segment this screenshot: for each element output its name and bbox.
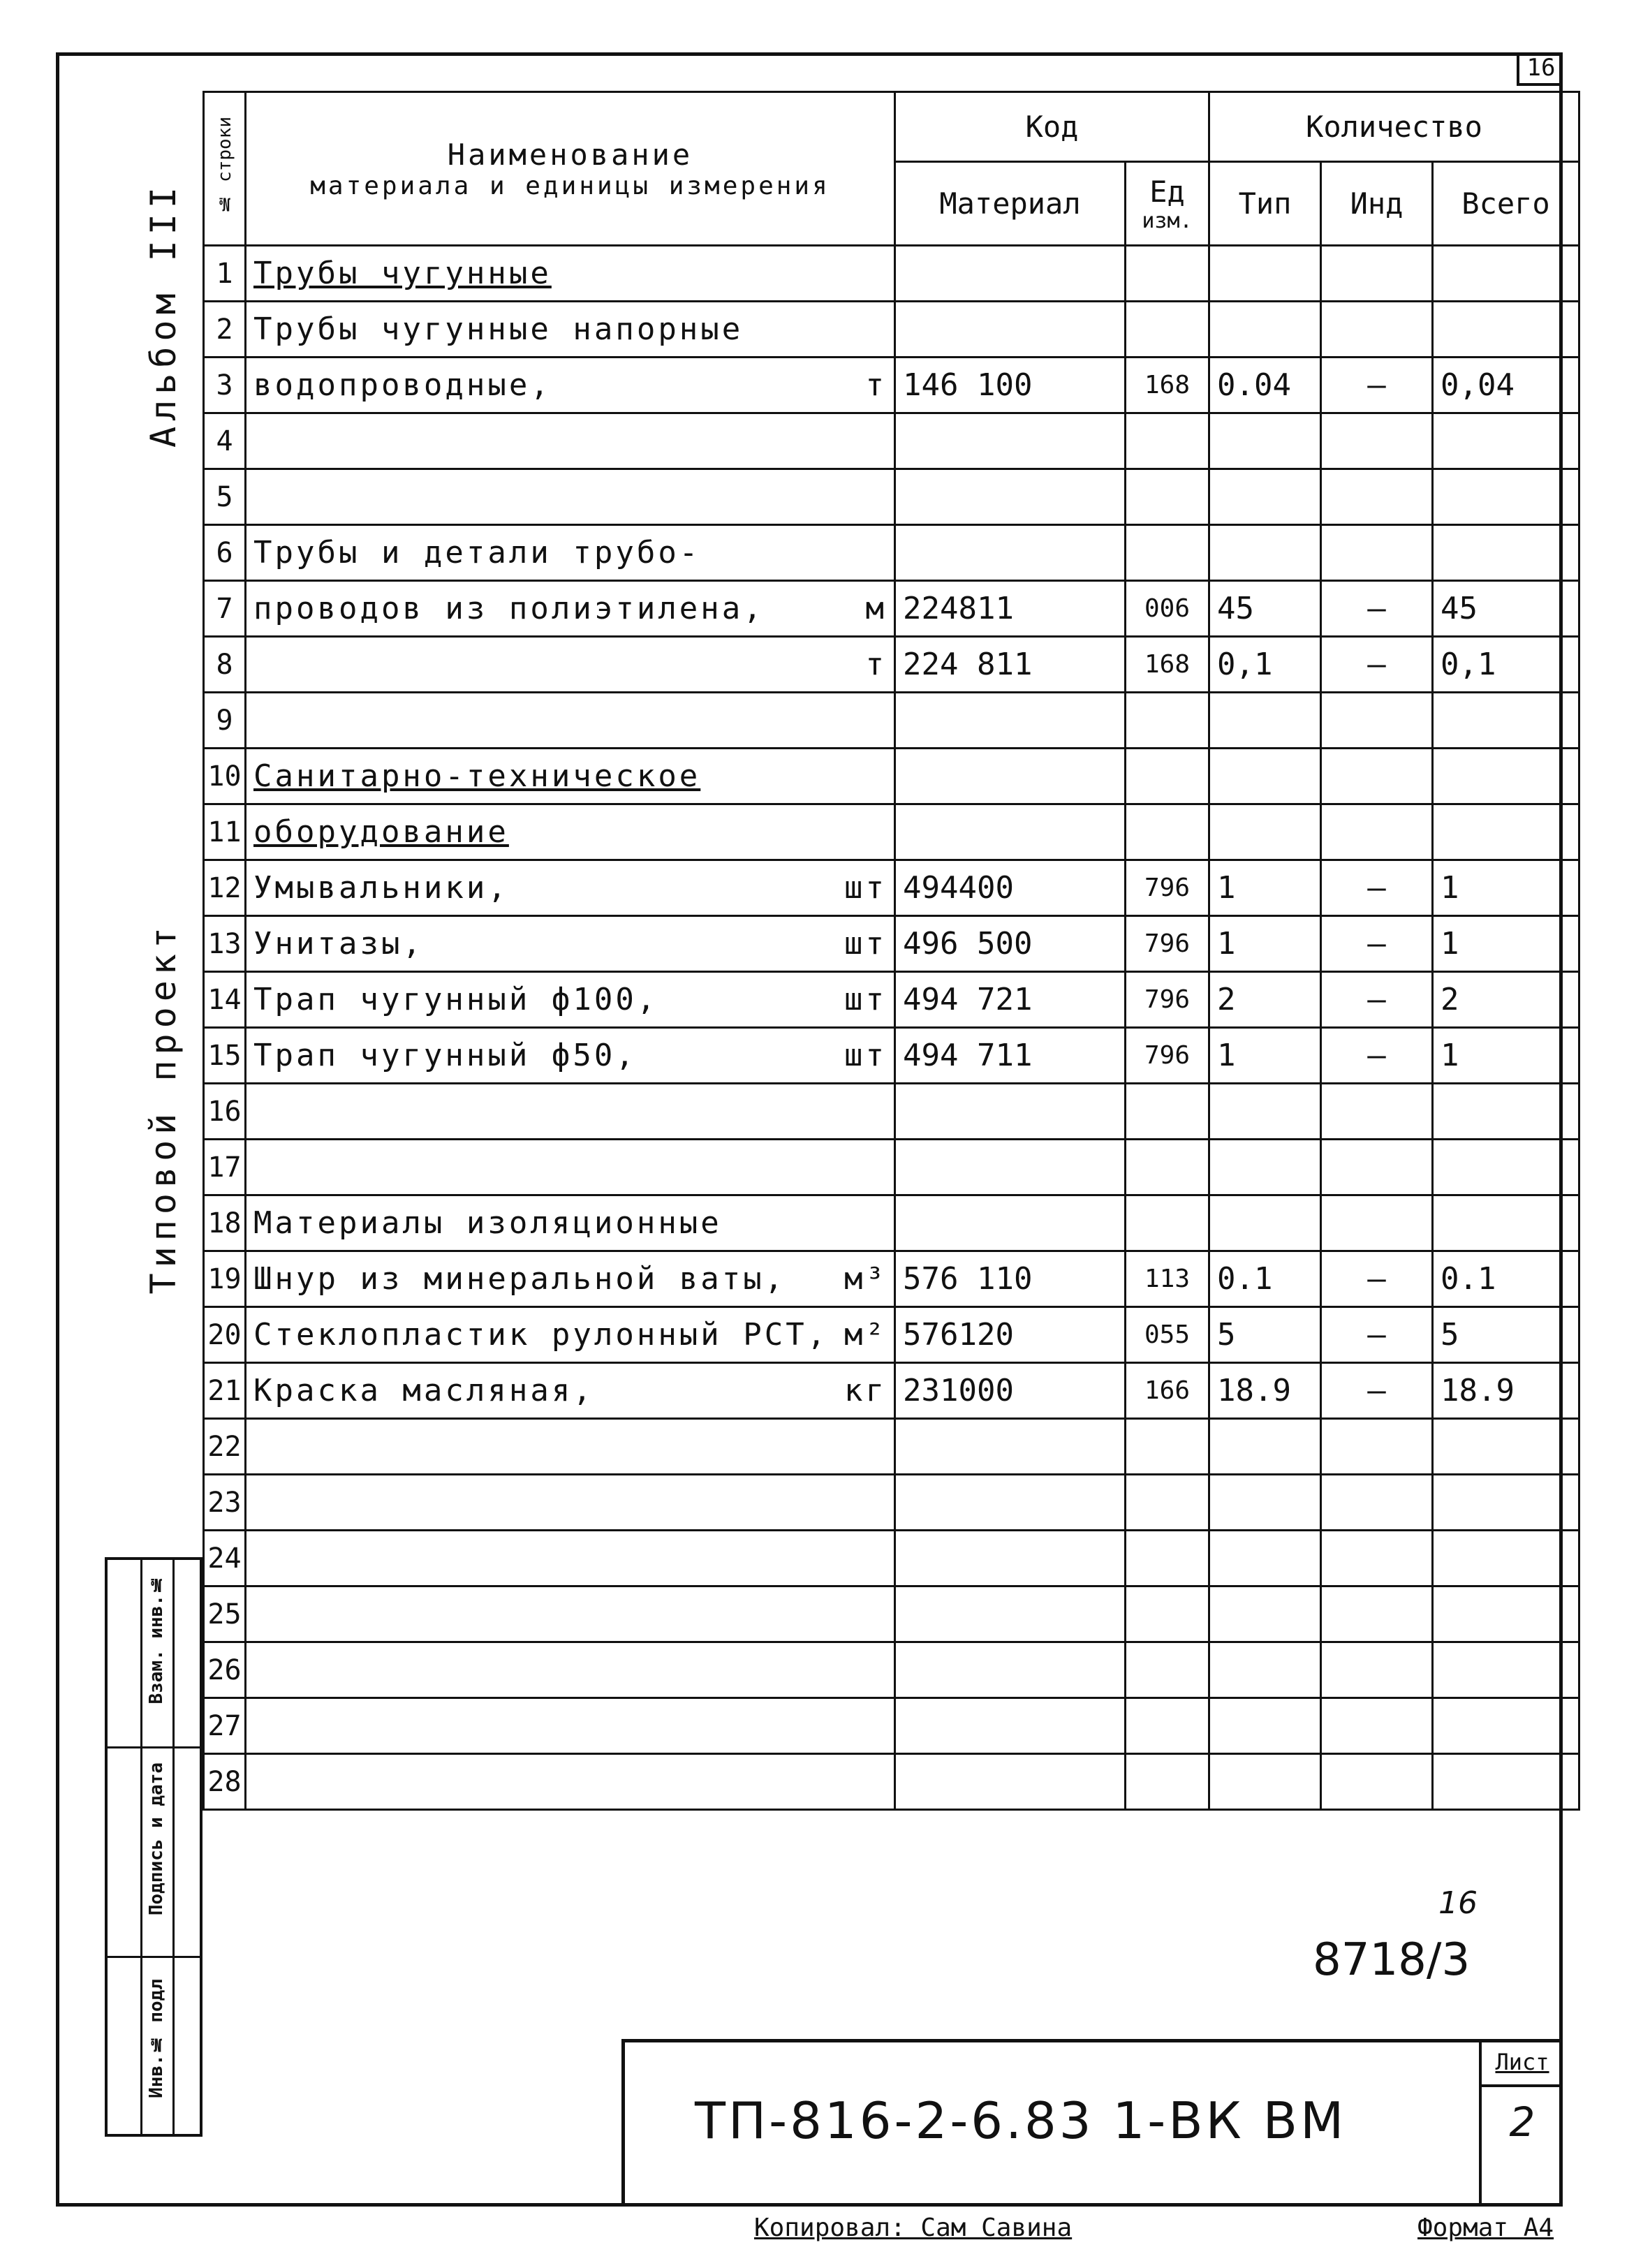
row-name bbox=[246, 1754, 895, 1810]
row-name-text: Трубы и детали трубо- bbox=[253, 535, 701, 570]
row-unit-code bbox=[1126, 749, 1209, 804]
row-qty-ind bbox=[1321, 749, 1433, 804]
table-row bbox=[204, 302, 1579, 358]
table-row bbox=[204, 916, 1579, 972]
row-qty-typ: 1 bbox=[1209, 916, 1321, 972]
row-number: 24 bbox=[204, 1531, 246, 1586]
row-name bbox=[246, 1195, 895, 1251]
row-qty-total bbox=[1433, 1140, 1579, 1195]
row-qty-typ: 0.04 bbox=[1209, 358, 1321, 413]
row-unit-code bbox=[1126, 1531, 1209, 1586]
row-name-text: Стеклопластик рулонный РСТ, bbox=[253, 1317, 829, 1353]
row-number: 28 bbox=[204, 1754, 246, 1810]
row-material-code: 576120 bbox=[895, 1307, 1126, 1363]
row-number: 8 bbox=[204, 637, 246, 693]
header-ind: Инд bbox=[1321, 162, 1433, 246]
row-name bbox=[246, 413, 895, 469]
row-qty-typ: 1 bbox=[1209, 1028, 1321, 1084]
row-qty-typ: 45 bbox=[1209, 581, 1321, 637]
row-material-code bbox=[895, 1419, 1126, 1475]
row-name bbox=[246, 302, 895, 358]
row-qty-total: 0,04 bbox=[1433, 358, 1579, 413]
stamp-label-signature-date: Подпись и дата bbox=[146, 1762, 167, 1916]
table-row bbox=[204, 1140, 1579, 1195]
row-qty-ind bbox=[1321, 246, 1433, 302]
row-unit-code: 006 bbox=[1126, 581, 1209, 637]
row-qty-typ bbox=[1209, 1586, 1321, 1642]
row-qty-total bbox=[1433, 693, 1579, 749]
row-qty-total: 1 bbox=[1433, 860, 1579, 916]
row-unit-code bbox=[1126, 1419, 1209, 1475]
row-qty-ind bbox=[1321, 1531, 1433, 1586]
row-material-code: 494 721 bbox=[895, 972, 1126, 1028]
row-name-text: Краска масляная, bbox=[253, 1373, 594, 1408]
table-row bbox=[204, 1195, 1579, 1251]
table-row bbox=[204, 581, 1579, 637]
row-unit-code bbox=[1126, 469, 1209, 525]
row-qty-ind bbox=[1321, 1754, 1433, 1810]
row-name-text: Трап чугунный ф100, bbox=[253, 982, 658, 1017]
sheet-number: 2 bbox=[1509, 2098, 1535, 2146]
row-qty-total: 45 bbox=[1433, 581, 1579, 637]
row-qty-typ bbox=[1209, 693, 1321, 749]
row-unit-code: 113 bbox=[1126, 1251, 1209, 1307]
row-unit-code bbox=[1126, 1084, 1209, 1140]
row-number: 13 bbox=[204, 916, 246, 972]
row-unit-code bbox=[1126, 525, 1209, 581]
row-qty-total bbox=[1433, 804, 1579, 860]
row-qty-ind bbox=[1321, 1195, 1433, 1251]
table-row bbox=[204, 749, 1579, 804]
row-material-code bbox=[895, 1195, 1126, 1251]
row-qty-total bbox=[1433, 246, 1579, 302]
row-name-text: Трап чугунный ф50, bbox=[253, 1038, 637, 1073]
row-material-code: 494400 bbox=[895, 860, 1126, 916]
table-row bbox=[204, 413, 1579, 469]
row-qty-ind bbox=[1321, 1475, 1433, 1531]
row-material-code bbox=[895, 1754, 1126, 1810]
row-material-code bbox=[895, 1586, 1126, 1642]
row-qty-ind bbox=[1321, 1642, 1433, 1698]
row-number: 12 bbox=[204, 860, 246, 916]
row-qty-total bbox=[1433, 1642, 1579, 1698]
row-material-code bbox=[895, 1475, 1126, 1531]
table-row bbox=[204, 525, 1579, 581]
row-number: 17 bbox=[204, 1140, 246, 1195]
table-row bbox=[204, 1586, 1579, 1642]
row-qty-typ: 5 bbox=[1209, 1307, 1321, 1363]
row-material-code bbox=[895, 749, 1126, 804]
row-unit-code: 796 bbox=[1126, 916, 1209, 972]
table-row bbox=[204, 1475, 1579, 1531]
table-row bbox=[204, 1363, 1579, 1419]
row-qty-typ: 18.9 bbox=[1209, 1363, 1321, 1419]
row-name bbox=[246, 749, 895, 804]
row-qty-typ bbox=[1209, 1195, 1321, 1251]
row-material-code: 146 100 bbox=[895, 358, 1126, 413]
specification-table bbox=[202, 91, 1580, 1811]
row-unit: м³ bbox=[844, 1261, 887, 1297]
row-qty-ind: — bbox=[1321, 1028, 1433, 1084]
row-number: 14 bbox=[204, 972, 246, 1028]
document-code: ТП-816-2-6.83 1-ВК ВМ bbox=[695, 2091, 1347, 2150]
row-unit-code: 796 bbox=[1126, 860, 1209, 916]
row-material-code bbox=[895, 1140, 1126, 1195]
row-qty-total bbox=[1433, 525, 1579, 581]
row-material-code bbox=[895, 413, 1126, 469]
header-unit: Ед изм. bbox=[1126, 162, 1209, 246]
row-name bbox=[246, 1140, 895, 1195]
row-name-text: Умывальники, bbox=[253, 870, 509, 906]
row-qty-typ bbox=[1209, 1754, 1321, 1810]
row-unit-code: 168 bbox=[1126, 358, 1209, 413]
row-name bbox=[246, 693, 895, 749]
row-unit: шт bbox=[844, 1038, 887, 1073]
header-code: Код bbox=[895, 92, 1209, 162]
archive-number: 8718/3 bbox=[1313, 1934, 1471, 1986]
row-qty-typ bbox=[1209, 1475, 1321, 1531]
row-qty-ind bbox=[1321, 1084, 1433, 1140]
row-number: 23 bbox=[204, 1475, 246, 1531]
row-name-text: оборудование bbox=[253, 814, 509, 850]
header-material: Материал bbox=[895, 162, 1126, 246]
row-material-code bbox=[895, 246, 1126, 302]
row-unit-code bbox=[1126, 1698, 1209, 1754]
row-qty-typ bbox=[1209, 246, 1321, 302]
row-name-text: Унитазы, bbox=[253, 926, 424, 962]
row-qty-typ: 2 bbox=[1209, 972, 1321, 1028]
row-qty-ind: — bbox=[1321, 637, 1433, 693]
row-number: 4 bbox=[204, 413, 246, 469]
sheet-label: Лист bbox=[1482, 2042, 1563, 2087]
row-qty-ind bbox=[1321, 1586, 1433, 1642]
row-number: 1 bbox=[204, 246, 246, 302]
row-qty-ind: — bbox=[1321, 860, 1433, 916]
project-label: Типовой проект bbox=[143, 922, 184, 1295]
row-qty-total: 0,1 bbox=[1433, 637, 1579, 693]
row-name bbox=[246, 1028, 895, 1084]
table-row bbox=[204, 972, 1579, 1028]
row-qty-total: 5 bbox=[1433, 1307, 1579, 1363]
row-number: 3 bbox=[204, 358, 246, 413]
row-qty-ind bbox=[1321, 1698, 1433, 1754]
row-qty-total bbox=[1433, 413, 1579, 469]
row-qty-ind bbox=[1321, 1140, 1433, 1195]
row-number: 15 bbox=[204, 1028, 246, 1084]
row-unit-code: 796 bbox=[1126, 972, 1209, 1028]
row-unit-code bbox=[1126, 246, 1209, 302]
row-number: 21 bbox=[204, 1363, 246, 1419]
row-number: 16 bbox=[204, 1084, 246, 1140]
title-stamp bbox=[621, 2039, 1563, 2207]
row-number: 6 bbox=[204, 525, 246, 581]
row-name bbox=[246, 916, 895, 972]
row-material-code: 496 500 bbox=[895, 916, 1126, 972]
row-qty-total bbox=[1433, 1419, 1579, 1475]
row-qty-typ bbox=[1209, 1642, 1321, 1698]
row-unit-code bbox=[1126, 302, 1209, 358]
row-name bbox=[246, 525, 895, 581]
row-qty-total: 0.1 bbox=[1433, 1251, 1579, 1307]
row-name-text: Шнур из минеральной ваты, bbox=[253, 1261, 786, 1297]
row-name bbox=[246, 1475, 895, 1531]
row-name bbox=[246, 637, 895, 693]
row-qty-ind bbox=[1321, 302, 1433, 358]
row-qty-ind: — bbox=[1321, 358, 1433, 413]
row-qty-total: 18.9 bbox=[1433, 1363, 1579, 1419]
row-qty-typ bbox=[1209, 1698, 1321, 1754]
table-row bbox=[204, 1307, 1579, 1363]
row-name bbox=[246, 1251, 895, 1307]
row-material-code bbox=[895, 469, 1126, 525]
row-unit-code bbox=[1126, 413, 1209, 469]
row-material-code bbox=[895, 1531, 1126, 1586]
row-unit: шт bbox=[844, 870, 887, 906]
row-number: 7 bbox=[204, 581, 246, 637]
row-qty-typ bbox=[1209, 1531, 1321, 1586]
sheet-cell bbox=[1479, 2042, 1563, 2207]
corner-sheet-number: 16 bbox=[1517, 52, 1563, 86]
row-qty-typ bbox=[1209, 413, 1321, 469]
row-material-code bbox=[895, 1642, 1126, 1698]
row-name bbox=[246, 972, 895, 1028]
row-name-text: водопроводные, bbox=[253, 367, 552, 403]
row-unit-code bbox=[1126, 1754, 1209, 1810]
album-label: Альбом III bbox=[143, 182, 184, 448]
row-material-code: 224 811 bbox=[895, 637, 1126, 693]
row-name bbox=[246, 1698, 895, 1754]
row-unit-code bbox=[1126, 1475, 1209, 1531]
row-qty-ind: — bbox=[1321, 972, 1433, 1028]
row-qty-total bbox=[1433, 1475, 1579, 1531]
row-qty-ind bbox=[1321, 469, 1433, 525]
row-unit: м bbox=[865, 591, 887, 626]
row-unit: т bbox=[865, 647, 887, 682]
row-unit: шт bbox=[844, 926, 887, 962]
row-qty-total: 2 bbox=[1433, 972, 1579, 1028]
row-qty-typ bbox=[1209, 302, 1321, 358]
table-row bbox=[204, 1531, 1579, 1586]
row-unit-code bbox=[1126, 1195, 1209, 1251]
row-number: 5 bbox=[204, 469, 246, 525]
row-qty-ind: — bbox=[1321, 581, 1433, 637]
row-qty-ind bbox=[1321, 1419, 1433, 1475]
row-unit-code bbox=[1126, 693, 1209, 749]
row-qty-ind bbox=[1321, 525, 1433, 581]
row-qty-total bbox=[1433, 749, 1579, 804]
table-row bbox=[204, 246, 1579, 302]
row-number: 10 bbox=[204, 749, 246, 804]
row-qty-ind bbox=[1321, 693, 1433, 749]
row-name-text: Трубы чугунные напорные bbox=[253, 311, 744, 347]
copied-by: Копировал: Сам Савина bbox=[754, 2214, 1073, 2242]
archive-sub-number: 16 bbox=[1438, 1885, 1478, 1921]
row-qty-total: 1 bbox=[1433, 916, 1579, 972]
row-qty-typ: 0,1 bbox=[1209, 637, 1321, 693]
row-name bbox=[246, 1419, 895, 1475]
row-qty-typ bbox=[1209, 469, 1321, 525]
row-name bbox=[246, 469, 895, 525]
table-row bbox=[204, 1028, 1579, 1084]
row-material-code bbox=[895, 525, 1126, 581]
row-material-code: 231000 bbox=[895, 1363, 1126, 1419]
row-name bbox=[246, 804, 895, 860]
header-total: Всего bbox=[1433, 162, 1579, 246]
row-qty-total bbox=[1433, 1084, 1579, 1140]
row-qty-typ bbox=[1209, 1084, 1321, 1140]
row-material-code bbox=[895, 693, 1126, 749]
row-material-code: 576 110 bbox=[895, 1251, 1126, 1307]
row-number: 27 bbox=[204, 1698, 246, 1754]
row-qty-typ: 0.1 bbox=[1209, 1251, 1321, 1307]
row-material-code bbox=[895, 804, 1126, 860]
row-qty-ind: — bbox=[1321, 1363, 1433, 1419]
table-row bbox=[204, 637, 1579, 693]
row-qty-total bbox=[1433, 302, 1579, 358]
row-qty-typ bbox=[1209, 749, 1321, 804]
table-row bbox=[204, 693, 1579, 749]
row-number: 25 bbox=[204, 1586, 246, 1642]
row-name-text: проводов из полиэтилена, bbox=[253, 591, 765, 626]
row-material-code: 494 711 bbox=[895, 1028, 1126, 1084]
row-material-code bbox=[895, 302, 1126, 358]
row-name bbox=[246, 246, 895, 302]
row-name bbox=[246, 358, 895, 413]
table-row bbox=[204, 358, 1579, 413]
row-unit-code: 055 bbox=[1126, 1307, 1209, 1363]
row-number: 9 bbox=[204, 693, 246, 749]
row-name bbox=[246, 1363, 895, 1419]
row-qty-total bbox=[1433, 469, 1579, 525]
row-unit-code: 166 bbox=[1126, 1363, 1209, 1419]
row-unit-code bbox=[1126, 804, 1209, 860]
row-qty-typ bbox=[1209, 1419, 1321, 1475]
row-name-text: Трубы чугунные bbox=[253, 256, 552, 291]
table-row bbox=[204, 1698, 1579, 1754]
row-name bbox=[246, 1586, 895, 1642]
row-unit: т bbox=[865, 367, 887, 403]
row-name bbox=[246, 1642, 895, 1698]
row-unit-code bbox=[1126, 1586, 1209, 1642]
table-row bbox=[204, 804, 1579, 860]
format-label: Формат А4 bbox=[1417, 2214, 1554, 2242]
table-row bbox=[204, 1419, 1579, 1475]
row-unit-code bbox=[1126, 1140, 1209, 1195]
row-unit-code: 796 bbox=[1126, 1028, 1209, 1084]
table-row bbox=[204, 1754, 1579, 1810]
header-typ: Тип bbox=[1209, 162, 1321, 246]
row-material-code bbox=[895, 1084, 1126, 1140]
row-qty-ind: — bbox=[1321, 1307, 1433, 1363]
header-row-number: № строки bbox=[204, 92, 246, 246]
row-qty-typ: 1 bbox=[1209, 860, 1321, 916]
row-name bbox=[246, 1307, 895, 1363]
row-unit-code bbox=[1126, 1642, 1209, 1698]
row-number: 11 bbox=[204, 804, 246, 860]
row-qty-total bbox=[1433, 1586, 1579, 1642]
row-name bbox=[246, 581, 895, 637]
row-unit: шт bbox=[844, 982, 887, 1017]
row-qty-total bbox=[1433, 1698, 1579, 1754]
row-qty-ind bbox=[1321, 804, 1433, 860]
stamp-label-inv-original: Инв.№ подл bbox=[146, 1979, 167, 2098]
row-qty-ind bbox=[1321, 413, 1433, 469]
header-name: Наименование материала и единицы измерения bbox=[246, 92, 895, 246]
row-qty-typ bbox=[1209, 525, 1321, 581]
row-number: 19 bbox=[204, 1251, 246, 1307]
row-number: 22 bbox=[204, 1419, 246, 1475]
row-name bbox=[246, 1084, 895, 1140]
row-qty-total: 1 bbox=[1433, 1028, 1579, 1084]
table-row bbox=[204, 1084, 1579, 1140]
row-name bbox=[246, 860, 895, 916]
row-qty-typ bbox=[1209, 1140, 1321, 1195]
row-qty-ind: — bbox=[1321, 916, 1433, 972]
table-row bbox=[204, 469, 1579, 525]
row-name bbox=[246, 1531, 895, 1586]
row-qty-total bbox=[1433, 1531, 1579, 1586]
row-qty-typ bbox=[1209, 804, 1321, 860]
row-number: 20 bbox=[204, 1307, 246, 1363]
row-unit: кг bbox=[844, 1373, 887, 1408]
row-material-code bbox=[895, 1698, 1126, 1754]
row-qty-total bbox=[1433, 1195, 1579, 1251]
row-unit-code: 168 bbox=[1126, 637, 1209, 693]
row-material-code: 224811 bbox=[895, 581, 1126, 637]
row-unit: м² bbox=[844, 1317, 887, 1353]
row-name-text: Санитарно-техническое bbox=[253, 758, 701, 794]
side-stamp bbox=[105, 1557, 202, 2137]
table-row bbox=[204, 1251, 1579, 1307]
table-row bbox=[204, 860, 1579, 916]
row-name-text: Материалы изоляционные bbox=[253, 1205, 722, 1241]
header-quantity: Количество bbox=[1209, 92, 1579, 162]
stamp-label-replaced-inv: Взам. инв.№ bbox=[146, 1574, 167, 1704]
row-number: 26 bbox=[204, 1642, 246, 1698]
table-row bbox=[204, 1642, 1579, 1698]
row-number: 18 bbox=[204, 1195, 246, 1251]
row-qty-total bbox=[1433, 1754, 1579, 1810]
row-number: 2 bbox=[204, 302, 246, 358]
row-qty-ind: — bbox=[1321, 1251, 1433, 1307]
